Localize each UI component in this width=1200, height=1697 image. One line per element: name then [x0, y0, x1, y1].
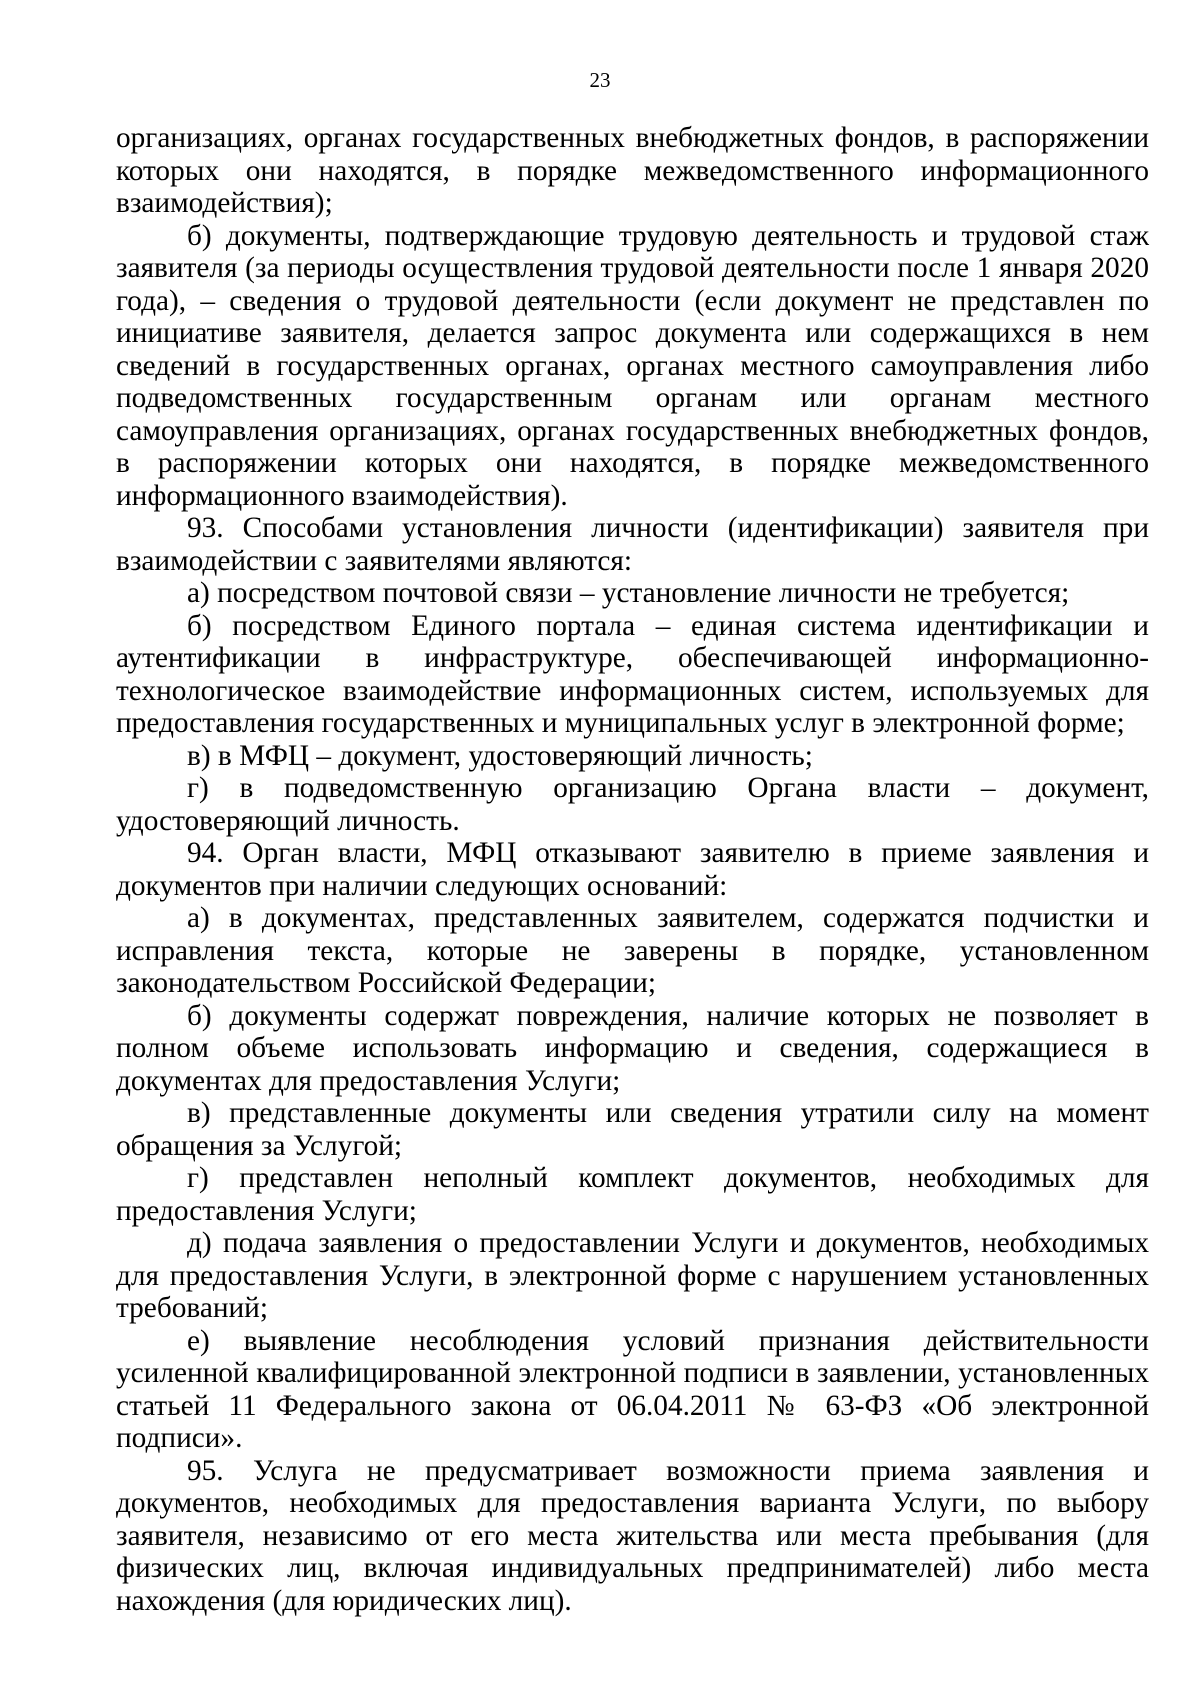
paragraph: 95. Услуга не предусматривает возможности приема заявления и документов, необходимых для предоставления варианта Услуги, по выбору заявителя, независимо от его места жительства или места пребывания (для физических лиц, включая индивидуальных предпринимателей) либо места нахождения (для юридических лиц). [116, 1454, 1149, 1617]
paragraph: б) посредством Единого портала – единая система идентификации и аутентификации в инфраструктуре, обеспечивающей информационно-технологическое взаимодействие информационных систем, используемых для предоставления государственных и муниципальных услуг в электронной форме; [116, 609, 1149, 739]
paragraph: 94. Орган власти, МФЦ отказывают заявителю в приеме заявления и документов при наличии следующих оснований: [116, 837, 1149, 902]
paragraph: 93. Способами установления личности (идентификации) заявителя при взаимодействии с заявителями являются: [116, 512, 1149, 577]
paragraph: е) выявление несоблюдения условий признания действительности усиленной квалифицированной электронной подписи в заявлении, установленных статьей 11 Федерального закона от 06.04.2011 № 63-ФЗ «Об электронной подписи». [116, 1324, 1149, 1454]
paragraph: б) документы содержат повреждения, наличие которых не позволяет в полном объеме использовать информацию и сведения, содержащиеся в документах для предоставления Услуги; [116, 999, 1149, 1097]
paragraph: г) представлен неполный комплект документов, необходимых для предоставления Услуги; [116, 1162, 1149, 1227]
paragraph: организациях, органах государственных внебюджетных фондов, в распоряжении которых они находятся, в порядке межведомственного информационного взаимодействия); [116, 122, 1149, 219]
paragraph: д) подача заявления о предоставлении Услуги и документов, необходимых для предоставления Услуги, в электронной форме с нарушением установленных требований; [116, 1227, 1149, 1324]
page-number: 23 [589, 68, 611, 92]
paragraph: а) посредством почтовой связи – установление личности не требуется; [187, 577, 1070, 609]
paragraph: г) в подведомственную организацию Органа власти – документ, удостоверяющий личность. [116, 772, 1149, 837]
paragraph: в) представленные документы или сведения утратили силу на момент обращения за Услугой; [116, 1097, 1149, 1162]
paragraph: б) документы, подтверждающие трудовую деятельность и трудовой стаж заявителя (за периоды осуществления трудовой деятельности после 1 января 2020 года), – сведения о трудовой деятельности (если документ не представлен по инициативе заявителя, делается запрос документа или содержащихся в нем сведений в государственных органах, органах местного самоуправления либо подведомственных государственным органам или органам местного самоуправления организациях, органах государственных внебюджетных фондов, в распоряжении которых они находятся, в порядке межведомственного информационного взаимодействия). [116, 219, 1149, 512]
paragraph: а) в документах, представленных заявителем, содержатся подчистки и исправления текста, которые не заверены в порядке, установленном законодательством Российской Федерации; [116, 902, 1149, 999]
document-body [116, 122, 1149, 1617]
paragraph: в) в МФЦ – документ, удостоверяющий личность; [187, 739, 813, 772]
